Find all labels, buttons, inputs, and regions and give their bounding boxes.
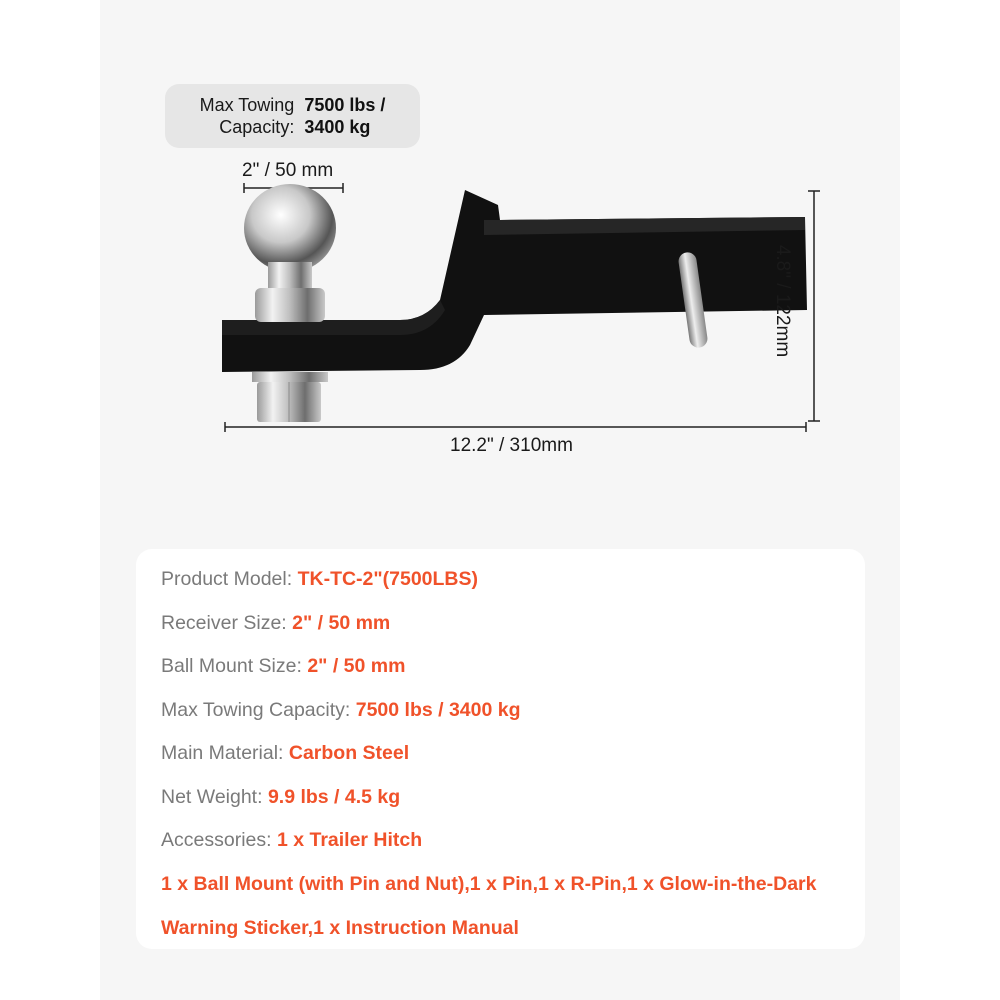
capacity-value: 7500 lbs / 3400 kg (304, 95, 386, 137)
spec-row-net-weight: Net Weight: 9.9 lbs / 4.5 kg (161, 785, 401, 808)
height-dimension-line (808, 191, 820, 421)
spec-row-receiver-size: Receiver Size: 2" / 50 mm (161, 611, 391, 634)
accessories-line-2: Warning Sticker,1 x Instruction Manual (161, 916, 519, 939)
spec-row-product-model: Product Model: TK-TC-2"(7500LBS) (161, 568, 479, 590)
capacity-label: Max Towing Capacity: (199, 95, 295, 137)
max-towing-capacity-badge (165, 84, 420, 148)
accessories-line-1: 1 x Ball Mount (with Pin and Nut),1 x Pin,1 x R-Pin,1 x Glow-in-the-Dark (161, 872, 817, 895)
spec-row-main-material: Main Material: Carbon Steel (161, 742, 410, 764)
spec-row-ball-mount-size: Ball Mount Size: 2" / 50 mm (161, 655, 406, 677)
spec-row-max-towing-capacity: Max Towing Capacity: 7500 lbs / 3400 kg (161, 698, 521, 721)
length-label: 12.2" / 310mm (450, 435, 573, 456)
height-label: 4.8" / 122mm (772, 244, 794, 358)
specifications-card (136, 549, 865, 949)
length-dimension-line (225, 422, 806, 432)
ball-width-label: 2" / 50 mm (242, 160, 334, 181)
spec-row-accessories: Accessories: 1 x Trailer Hitch (161, 829, 423, 851)
